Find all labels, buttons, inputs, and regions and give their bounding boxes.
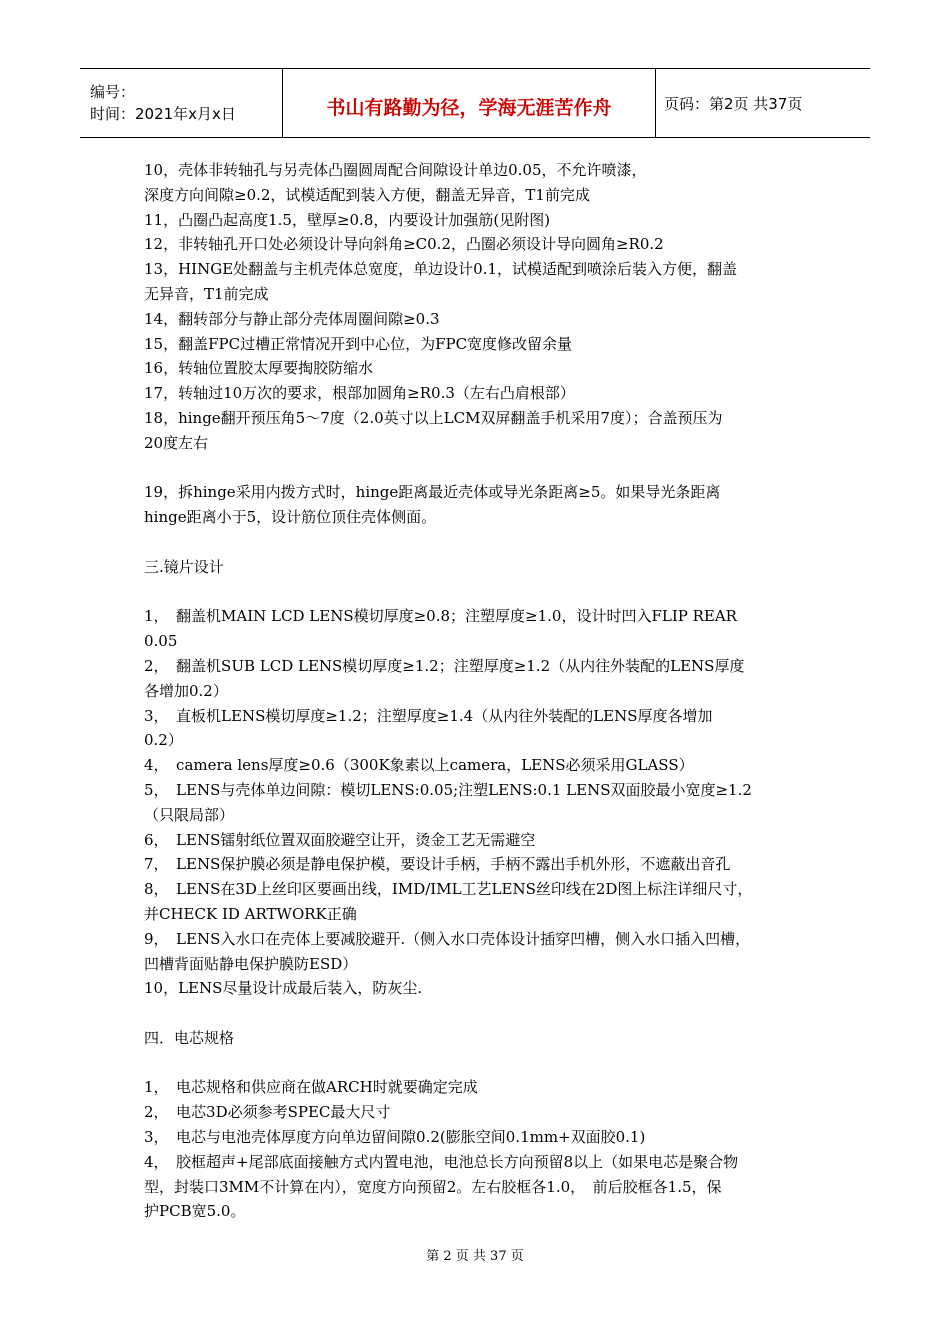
text-line: 10，LENS尽量设计成最后装入，防灰尘. xyxy=(144,979,423,998)
page-header xyxy=(80,68,870,138)
text-line: 4， camera lens厚度≥0.6（300K象素以上camera，LENS必须采用GLASS） xyxy=(144,756,694,775)
text-line: 19，拆hinge采用内拨方式时，hinge距离最近壳体或导光条距离≥5。如果导光条距离 xyxy=(144,483,721,502)
text-line: 0.05 xyxy=(144,632,178,651)
document-number-label: 编号： xyxy=(90,83,136,101)
header-meta xyxy=(80,69,282,137)
text-line: 17，转轴过10万次的要求，根部加圆角≥R0.3（左右凸肩根部） xyxy=(144,384,575,403)
text-line: 无异音，T1前完成 xyxy=(144,284,269,303)
header-motto: 书山有路勤为径，学海无涯苦作舟 xyxy=(282,69,656,137)
text-line: 0.2） xyxy=(144,731,183,750)
text-line: 9， LENS入水口在壳体上要减胶避开.（侧入水口壳体设计插穿凹槽，侧入水口插入凹槽， xyxy=(144,929,751,948)
text-line: 11，凸圈凸起高度1.5，壁厚≥0.8，内要设计加强筋(见附图) xyxy=(144,210,551,229)
text-line: 四．电芯规格 xyxy=(144,1028,235,1047)
text-line: 15，翻盖FPC过槽正常情况开到中心位，为FPC宽度修改留余量 xyxy=(144,334,573,353)
text-line: 13，HINGE处翻盖与主机壳体总宽度，单边设计0.1，试模适配到喷涂后装入方便，翻盖 xyxy=(144,260,738,279)
text-line: 16，转轴位置胶太厚要掏胶防缩水 xyxy=(144,359,374,378)
blank-line xyxy=(144,1051,816,1076)
text-line: 3， 电芯与电池壳体厚度方向单边留间隙0.2(膨胀空间0.1mm+双面胶0.1) xyxy=(144,1128,646,1147)
text-line: 4， 胶框超声+尾部底面接触方式内置电池，电池总长方向预留8以上（如果电芯是聚合物 xyxy=(144,1152,739,1171)
text-line: 5， LENS与壳体单边间隙：模切LENS:0.05;注塑LENS:0.1 LENS双面胶最小宽度≥1.2 xyxy=(144,780,752,799)
text-line: 3， 直板机LENS模切厚度≥1.2；注塑厚度≥1.4（从内往外装配的LENS厚度各增加 xyxy=(144,706,713,725)
document-time-label: 时间：2021年x月x日 xyxy=(90,105,236,123)
text-line: hinge距离小于5，设计筋位顶住壳体侧面。 xyxy=(144,508,437,527)
text-line: 10，壳体非转轴孔与另壳体凸圈圆周配合间隙设计单边0.05，不允许喷漆， xyxy=(144,161,647,179)
text-line: 护PCB宽5.0。 xyxy=(144,1202,246,1221)
text-line: 深度方向间隙≥0.2，试模适配到装入方便，翻盖无异音，T1前完成 xyxy=(144,185,590,204)
text-line: 凹槽背面贴静电保护膜防ESD） xyxy=(144,954,358,973)
text-line: 14，翻转部分与静止部分壳体周圈间隙≥0.3 xyxy=(144,309,440,328)
page-footer: 第 2 页 共 37 页 xyxy=(426,1249,524,1264)
text-line: 各增加0.2） xyxy=(144,681,228,700)
text-line: 1， 翻盖机MAIN LCD LENS模切厚度≥0.8；注塑厚度≥1.0，设计时凹入FLIP REAR xyxy=(144,607,737,626)
text-line: 并CHECK ID ARTWORK正确 xyxy=(144,904,357,923)
text-line: 1， 电芯规格和供应商在做ARCH时就要确定完成 xyxy=(144,1078,478,1097)
blank-line xyxy=(144,580,816,605)
text-line: 三.镜片设计 xyxy=(144,557,224,576)
blank-line xyxy=(144,530,816,555)
document-body xyxy=(144,158,816,1224)
text-line: 18，hinge翻开预压角5～7度（2.0英寸以上LCM双屏翻盖手机采用7度）；合盖预压为 xyxy=(144,408,723,427)
text-line: 6， LENS镭射纸位置双面胶避空让开，烫金工艺无需避空 xyxy=(144,830,536,849)
blank-line xyxy=(144,456,816,481)
text-line: 2， 翻盖机SUB LCD LENS模切厚度≥1.2；注塑厚度≥1.2（从内往外装配的LENS厚度 xyxy=(144,656,745,675)
text-line: 12，非转轴孔开口处必须设计导向斜角≥C0.2，凸圈必须设计导向圆角≥R0.2 xyxy=(144,235,664,254)
text-line: 20度左右 xyxy=(144,433,209,452)
text-line: （只限局部） xyxy=(144,805,235,824)
text-line: 型，封装口3MM不计算在内），宽度方向预留2。左右胶框各1.0， 前后胶框各1.5，保 xyxy=(144,1177,722,1196)
text-line: 2， 电芯3D必须参考SPEC最大尺寸 xyxy=(144,1103,391,1122)
text-line: 8， LENS在3D上丝印区要画出线，IMD/IML工艺LENS丝印线在2D图上标注详细尺寸， xyxy=(144,880,753,899)
header-page-info: 页码：第2页 共37页 xyxy=(664,94,803,113)
text-line: 7， LENS保护膜必须是静电保护模，要设计手柄，手柄不露出手机外形，不遮蔽出音孔 xyxy=(144,855,731,874)
blank-line xyxy=(144,1001,816,1026)
